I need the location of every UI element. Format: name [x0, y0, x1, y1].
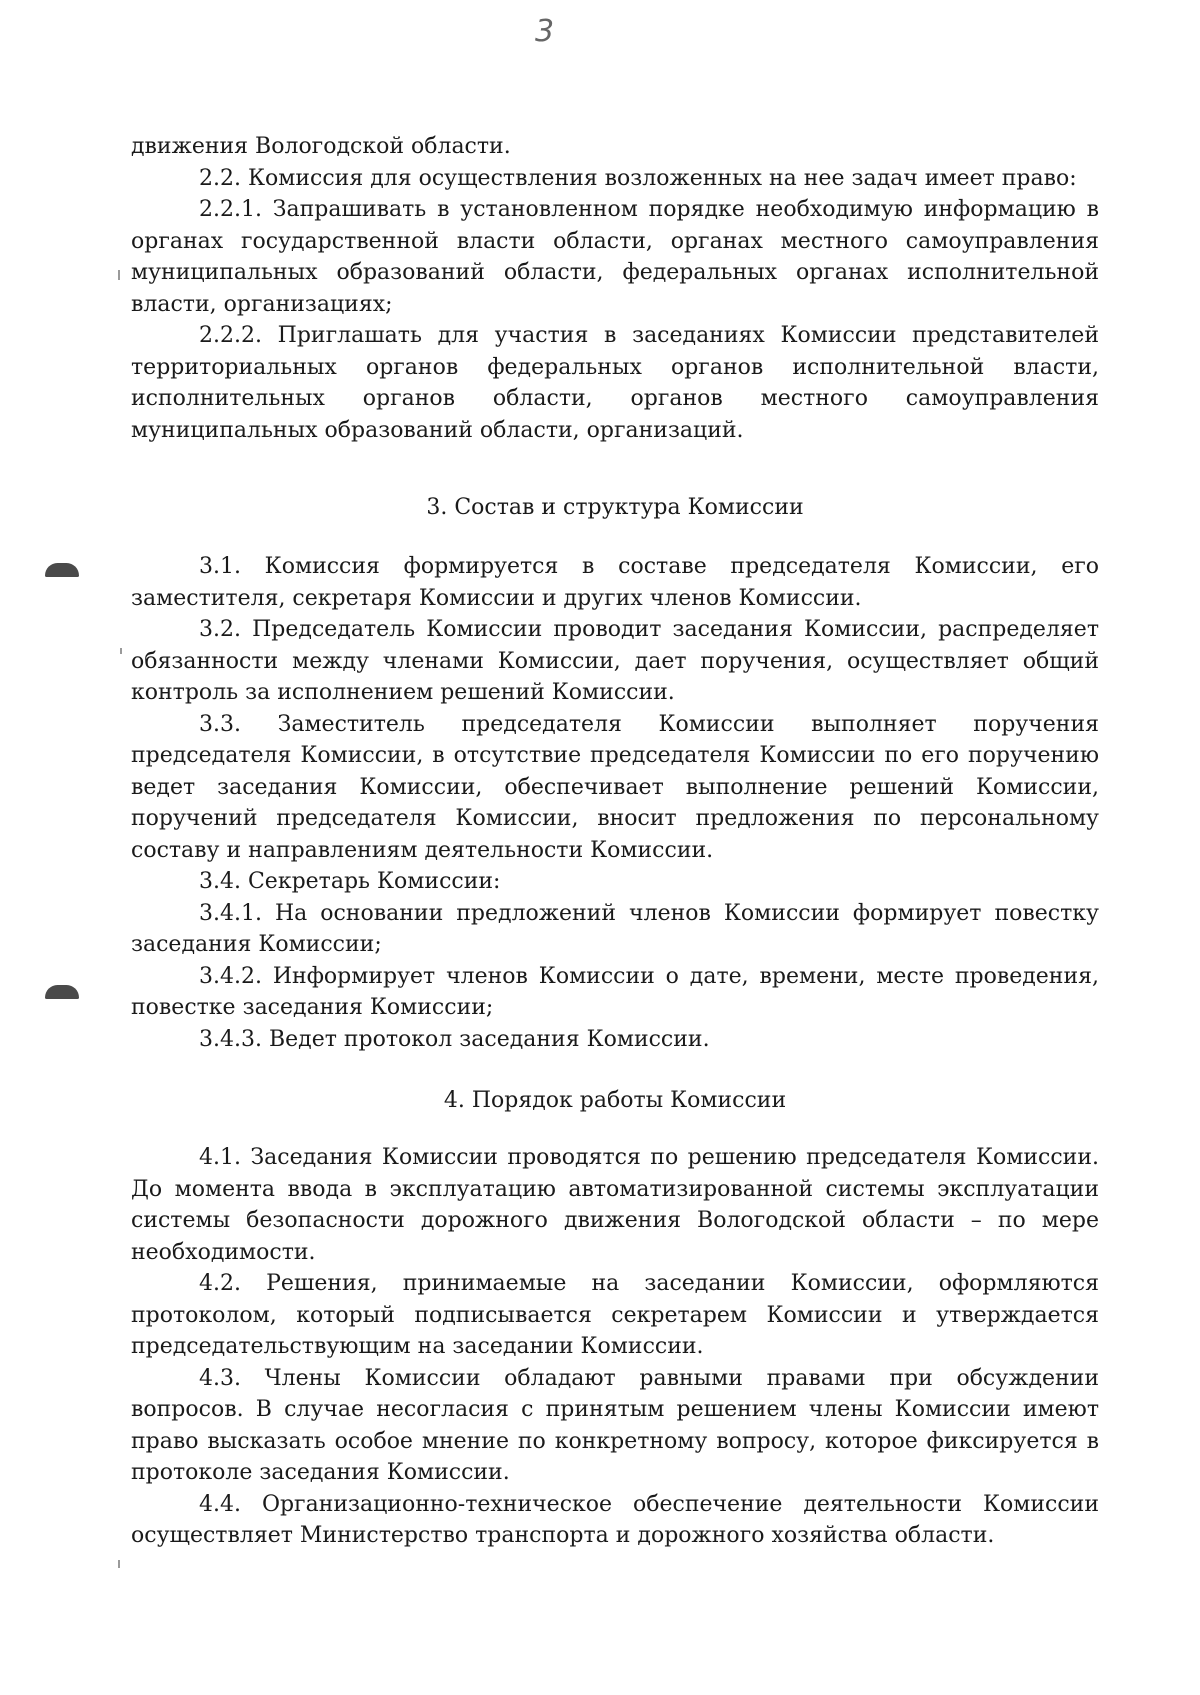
hole-punch-mark — [45, 563, 79, 577]
paragraph: 3.2. Председатель Комиссии проводит заседания Комиссии, распределяет обязанности между членами Комиссии, дает поручения, осуществляет общий контроль за исполнением решений Комиссии. — [131, 617, 1099, 705]
intro-block — [131, 131, 1099, 446]
paragraph: 2.2.1. Запрашивать в установленном порядке необходимую информацию в органах государственной власти области, органах местного самоуправления муниципальных образований области, федеральных органах исполнительной власти, организациях; — [131, 197, 1099, 317]
paragraph: 4.1. Заседания Комиссии проводятся по решению председателя Комиссии. До момента ввода в эксплуатацию автоматизированной системы эксплуатации системы безопасности дорожного движения Вологодской области – по мере необходимости. — [131, 1145, 1099, 1265]
paragraph: 3.1. Комиссия формируется в составе председателя Комиссии, его заместителя, секретаря Комиссии и других членов Комиссии. — [131, 554, 1099, 611]
section-4-body — [131, 1142, 1099, 1552]
scan-speck — [120, 648, 122, 654]
paragraph: 3.4.3. Ведет протокол заседания Комиссии. — [199, 1026, 710, 1052]
section-3-heading: 3. Состав и структура Комиссии — [426, 495, 804, 520]
paragraph: движения Вологодской области. — [131, 134, 511, 159]
paragraph: 3.4.1. На основании предложений членов Комиссии формирует повестку заседания Комиссии; — [131, 900, 1099, 957]
paragraph: 2.2.2. Приглашать для участия в заседаниях Комиссии представителей территориальных органов федеральных органов исполнительной власти, исполнительных органов области, органов местного самоуправления муниципальных образований области, организаций. — [131, 323, 1099, 443]
paragraph: 4.4. Организационно-техническое обеспечение деятельности Комиссии осуществляет Министерство транспорта и дорожного хозяйства области. — [131, 1491, 1099, 1548]
section-4-heading: 4. Порядок работы Комиссии — [443, 1088, 787, 1113]
paragraph: 3.3. Заместитель председателя Комиссии выполняет поручения председателя Комиссии, в отсутствие председателя Комиссии по его поручению ведет заседания Комиссии, обеспечивает выполнение решений Комиссии, поручений председателя Комиссии, вносит предложения по персональному составу и направлениям деятельности Комиссии. — [131, 711, 1099, 863]
section-3-body — [131, 551, 1099, 1055]
scan-speck — [118, 1560, 120, 1568]
paragraph: 3.4.2. Информирует членов Комиссии о дате, времени, месте проведения, повестке заседания Комиссии; — [131, 963, 1099, 1020]
paragraph: 2.2. Комиссия для осуществления возложенных на нее задач имеет право: — [199, 165, 1077, 191]
scan-speck — [118, 270, 120, 280]
paragraph: 3.4. Секретарь Комиссии: — [199, 869, 501, 894]
paragraph: 4.2. Решения, принимаемые на заседании Комиссии, оформляются протоколом, который подписывается секретарем Комиссии и утверждается председательствующим на заседании Комиссии. — [131, 1271, 1099, 1359]
paragraph: 4.3. Члены Комиссии обладают равными правами при обсуждении вопросов. В случае несогласия с принятым решением члены Комиссии имеют право высказать особое мнение по конкретному вопросу, которое фиксируется в протоколе заседания Комиссии. — [131, 1365, 1099, 1485]
hole-punch-mark — [45, 985, 79, 999]
page-number: 3 — [535, 14, 555, 49]
